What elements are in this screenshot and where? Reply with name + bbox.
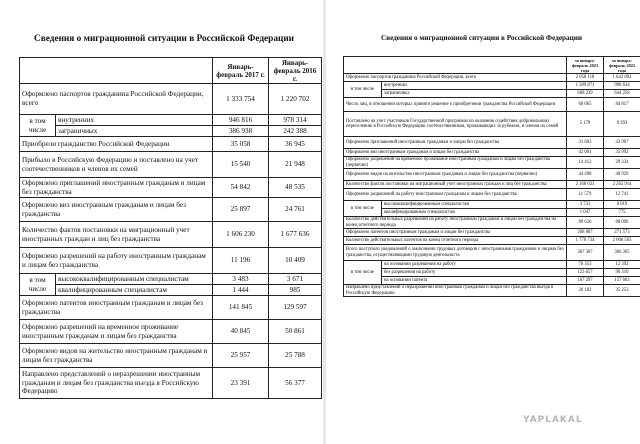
value-previous-period: 35 253 bbox=[604, 285, 640, 297]
row-label: Оформлено паспортов гражданина Российской Федерации, всего bbox=[344, 74, 567, 82]
row-label: Оформлено патентов иностранным гражданам и лицам без гражданства bbox=[344, 229, 567, 237]
value-current-period: 42 001 bbox=[567, 149, 604, 157]
value-current-period: 89 636 bbox=[567, 217, 604, 229]
table-row bbox=[20, 198, 322, 222]
value-current-period: 123 657 bbox=[567, 269, 604, 277]
row-label: Оформлено виз иностранным гражданам и лицам без гражданства bbox=[20, 198, 213, 222]
row-label: Оформлено виз иностранным гражданам и лицам без гражданства bbox=[344, 149, 567, 157]
sub-row-label: внутренних bbox=[56, 115, 213, 126]
sub-row-label: внутренних bbox=[382, 82, 567, 90]
table-row bbox=[20, 320, 322, 344]
value-current-period: 23 391 bbox=[213, 368, 269, 399]
value-previous-period: 985 bbox=[269, 285, 322, 296]
value-previous-period: 775 bbox=[604, 209, 640, 217]
value-current-period: 2 168 633 bbox=[567, 181, 604, 189]
row-label: Всего поступило уведомлений о заключении трудовых договоров с иностранными гражданами и лицами без гражданства, осуществляющими трудовую деятельность bbox=[344, 245, 567, 261]
value-previous-period: 9 293 bbox=[604, 112, 640, 137]
column-header-previous-period: за январь-февраль 2022 года bbox=[604, 57, 640, 74]
value-previous-period: 48 535 bbox=[269, 178, 322, 198]
row-label: Оформлено патентов иностранным гражданам и лицам без гражданства bbox=[20, 296, 213, 320]
table-row bbox=[344, 237, 640, 245]
value-previous-period: 43 907 bbox=[604, 137, 640, 149]
table-row bbox=[20, 126, 322, 137]
table-row bbox=[344, 285, 640, 297]
table-row bbox=[20, 222, 322, 248]
value-current-period: 1 778 734 bbox=[567, 237, 604, 245]
value-previous-period: 36 945 bbox=[269, 137, 322, 152]
sub-row-label: высококвалифицированным специалистам bbox=[382, 201, 567, 209]
value-current-period: 66 665 bbox=[567, 98, 604, 112]
left-migration-table bbox=[19, 57, 322, 399]
value-current-period: 367 307 bbox=[567, 245, 604, 261]
row-label: Оформлено разрешений на работу иностранным гражданам и лицам без гражданства bbox=[344, 189, 567, 201]
sub-row-label: квалифицированным специалистам bbox=[56, 285, 213, 296]
value-previous-period: 242 388 bbox=[269, 126, 322, 137]
page-divider bbox=[323, 0, 326, 444]
sub-row-label: заграничных bbox=[382, 90, 567, 98]
row-label: Количество действительных патентов на конец отчетного периода bbox=[344, 237, 567, 245]
row-label: Приобрели гражданство Российской Федерации bbox=[20, 137, 213, 152]
sub-row-label: высококвалифицированным специалистам bbox=[56, 274, 213, 285]
row-label: Оформлено приглашений иностранным гражданам и лицам без гражданства bbox=[20, 178, 213, 198]
group-label-cell: в том числе bbox=[344, 261, 382, 285]
value-previous-period: 50 861 bbox=[269, 320, 322, 344]
table-row bbox=[344, 217, 640, 229]
value-current-period: 167 297 bbox=[567, 277, 604, 285]
value-previous-period: 35 992 bbox=[604, 149, 640, 157]
value-previous-period: 6 019 bbox=[604, 201, 640, 209]
value-current-period: 25 957 bbox=[213, 344, 269, 368]
value-previous-period: 978 314 bbox=[269, 115, 322, 126]
row-label: Число лиц, в отношении которых принято решение о приобретении гражданства Российской Федерации bbox=[344, 98, 567, 112]
table-row bbox=[344, 74, 640, 82]
table-row bbox=[344, 157, 640, 169]
value-current-period: 668 239 bbox=[567, 90, 604, 98]
table-row bbox=[344, 90, 640, 98]
sub-row-label: без разрешения на работу bbox=[382, 269, 567, 277]
value-previous-period: 1 220 702 bbox=[269, 84, 322, 115]
value-previous-period: 3 671 bbox=[269, 274, 322, 285]
table-row bbox=[344, 112, 640, 137]
value-current-period: 15 540 bbox=[213, 152, 269, 178]
row-label: Оформлено разрешений на работу иностранным гражданам и лицам без гражданства bbox=[20, 248, 213, 274]
group-label-cell: в том числе bbox=[344, 201, 382, 217]
table-row bbox=[20, 274, 322, 285]
value-previous-period: 2 265 914 bbox=[604, 181, 640, 189]
value-previous-period: 96 310 bbox=[604, 269, 640, 277]
watermark-logo: YAPLAKAL bbox=[523, 415, 583, 425]
table-row bbox=[344, 82, 640, 90]
value-previous-period: 56 377 bbox=[269, 368, 322, 399]
row-label: Количество действительных разрешений на работу иностранным гражданам и лицам без гражданства на конец отчетного периода bbox=[344, 217, 567, 229]
value-previous-period: 84 817 bbox=[604, 98, 640, 112]
value-previous-period: 998 634 bbox=[604, 82, 640, 90]
value-current-period: 35 058 bbox=[213, 137, 269, 152]
value-previous-period: 10 409 bbox=[269, 248, 322, 274]
value-current-period: 3 483 bbox=[213, 274, 269, 285]
value-previous-period: 157 603 bbox=[604, 277, 640, 285]
value-current-period: 268 887 bbox=[567, 229, 604, 237]
table-row bbox=[344, 261, 640, 269]
row-label: Поставлено на учет участников Государственной программы по оказанию содействия добровольному переселению в Российскую Федерацию соотечественников, проживающих за рубежом, и членов их семей bbox=[344, 112, 567, 137]
value-current-period: 5 179 bbox=[567, 112, 604, 137]
table-row bbox=[344, 277, 640, 285]
right-migration-table bbox=[343, 56, 640, 297]
table-header-row bbox=[20, 58, 322, 84]
value-current-period: 11 196 bbox=[213, 248, 269, 274]
group-label-cell: в том числе bbox=[20, 115, 56, 137]
table-row bbox=[344, 181, 640, 189]
sub-row-label: на основании патента bbox=[382, 277, 567, 285]
value-previous-period: 644 258 bbox=[604, 90, 640, 98]
row-label: Прибыло в Российскую Федерацию и поставлено на учет соотечественников и членов их семей bbox=[20, 152, 213, 178]
sub-row-label: заграничных bbox=[56, 126, 213, 137]
row-label: Количество фактов постановки на миграционный учет иностранных граждан и лиц без гражданства bbox=[344, 181, 567, 189]
table-row bbox=[20, 152, 322, 178]
value-previous-period: 29 334 bbox=[604, 157, 640, 169]
value-current-period: 141 845 bbox=[213, 296, 269, 320]
value-previous-period: 24 761 bbox=[269, 198, 322, 222]
value-current-period: 1 047 bbox=[567, 209, 604, 217]
value-previous-period: 366 305 bbox=[604, 245, 640, 261]
value-current-period: 3 731 bbox=[567, 201, 604, 209]
row-label: Оформлено разрешений на временное проживание иностранным гражданам и лицам без гражданства bbox=[20, 320, 213, 344]
right-document-page bbox=[327, 0, 640, 444]
value-previous-period: 271 573 bbox=[604, 229, 640, 237]
value-previous-period: 40 929 bbox=[604, 169, 640, 181]
column-header-previous-period: Январь-февраль 2016 г. bbox=[269, 58, 322, 84]
table-row bbox=[20, 248, 322, 274]
table-row bbox=[344, 229, 640, 237]
column-header-current-period: Январь-февраль 2017 г. bbox=[213, 58, 269, 84]
value-previous-period: 1 677 636 bbox=[269, 222, 322, 248]
value-current-period: 11 579 bbox=[567, 189, 604, 201]
value-previous-period: 12 392 bbox=[604, 261, 640, 269]
value-current-period: 2 058 110 bbox=[567, 74, 604, 82]
table-row bbox=[344, 209, 640, 217]
table-row bbox=[20, 296, 322, 320]
row-label: Количество фактов постановки на миграционный учет иностранных граждан и лиц без гражданства bbox=[20, 222, 213, 248]
row-label: Направлено представлений о неразрешении иностранным гражданам и лицам без гражданства въезда в Российскую Федерацию bbox=[20, 368, 213, 399]
value-previous-period: 2 006 563 bbox=[604, 237, 640, 245]
left-document-title: Сведения о миграционной ситуации в Российской Федерации bbox=[34, 34, 295, 44]
value-current-period: 44 498 bbox=[567, 169, 604, 181]
value-previous-period: 129 597 bbox=[269, 296, 322, 320]
group-label-cell: в том числе bbox=[344, 82, 382, 98]
table-row bbox=[20, 368, 322, 399]
row-label: Оформлено разрешений на временное проживание иностранным гражданам и лицам без гражданства (первично) bbox=[344, 157, 567, 169]
value-current-period: 54 842 bbox=[213, 178, 269, 198]
value-current-period: 1 606 230 bbox=[213, 222, 269, 248]
row-label: Оформлено паспортов гражданина Российской Федерации, всего bbox=[20, 84, 213, 115]
value-current-period: 31 603 bbox=[567, 137, 604, 149]
table-row bbox=[344, 137, 640, 149]
header-empty-cell bbox=[20, 58, 213, 84]
value-current-period: 1 333 754 bbox=[213, 84, 269, 115]
table-row bbox=[20, 115, 322, 126]
value-current-period: 1 389 871 bbox=[567, 82, 604, 90]
value-current-period: 40 845 bbox=[213, 320, 269, 344]
value-current-period: 386 938 bbox=[213, 126, 269, 137]
table-row bbox=[344, 149, 640, 157]
row-label: Оформлено видов на жительство иностранным гражданам и лицам без гражданства bbox=[20, 344, 213, 368]
table-row bbox=[20, 84, 322, 115]
header-empty-cell bbox=[344, 57, 567, 74]
column-header-current-period: за январь-февраль 2023 года bbox=[567, 57, 604, 74]
value-current-period: 25 897 bbox=[213, 198, 269, 222]
table-row bbox=[344, 269, 640, 277]
right-document-title: Сведения о миграционной ситуации в Российской Федерации bbox=[381, 34, 583, 42]
value-previous-period: 88 096 bbox=[604, 217, 640, 229]
value-current-period: 26 182 bbox=[567, 285, 604, 297]
table-row bbox=[344, 201, 640, 209]
value-previous-period: 25 788 bbox=[269, 344, 322, 368]
table-row bbox=[20, 344, 322, 368]
value-current-period: 946 816 bbox=[213, 115, 269, 126]
table-row bbox=[344, 189, 640, 201]
table-row bbox=[20, 285, 322, 296]
value-current-period: 1 444 bbox=[213, 285, 269, 296]
row-label: Оформлено видов на жительство иностранным гражданам и лицам без гражданства (первично) bbox=[344, 169, 567, 181]
value-previous-period: 12 741 bbox=[604, 189, 640, 201]
table-row bbox=[344, 245, 640, 261]
sub-row-label: квалифицированным специалистам bbox=[382, 209, 567, 217]
value-current-period: 14 412 bbox=[567, 157, 604, 169]
table-row bbox=[20, 137, 322, 152]
table-row bbox=[344, 98, 640, 112]
sub-row-label: на основании разрешения на работу bbox=[382, 261, 567, 269]
value-current-period: 76 353 bbox=[567, 261, 604, 269]
table-row bbox=[20, 178, 322, 198]
value-previous-period: 1 642 892 bbox=[604, 74, 640, 82]
table-row bbox=[344, 169, 640, 181]
row-label: Направлено представлений о неразрешении иностранным гражданам и лицам без гражданства въезда в Российскую Федерацию bbox=[344, 285, 567, 297]
row-label: Оформлено приглашений иностранным гражданам и лицам без гражданства bbox=[344, 137, 567, 149]
group-label-cell: в том числе bbox=[20, 274, 56, 296]
table-header-row bbox=[344, 57, 640, 74]
value-previous-period: 21 948 bbox=[269, 152, 322, 178]
